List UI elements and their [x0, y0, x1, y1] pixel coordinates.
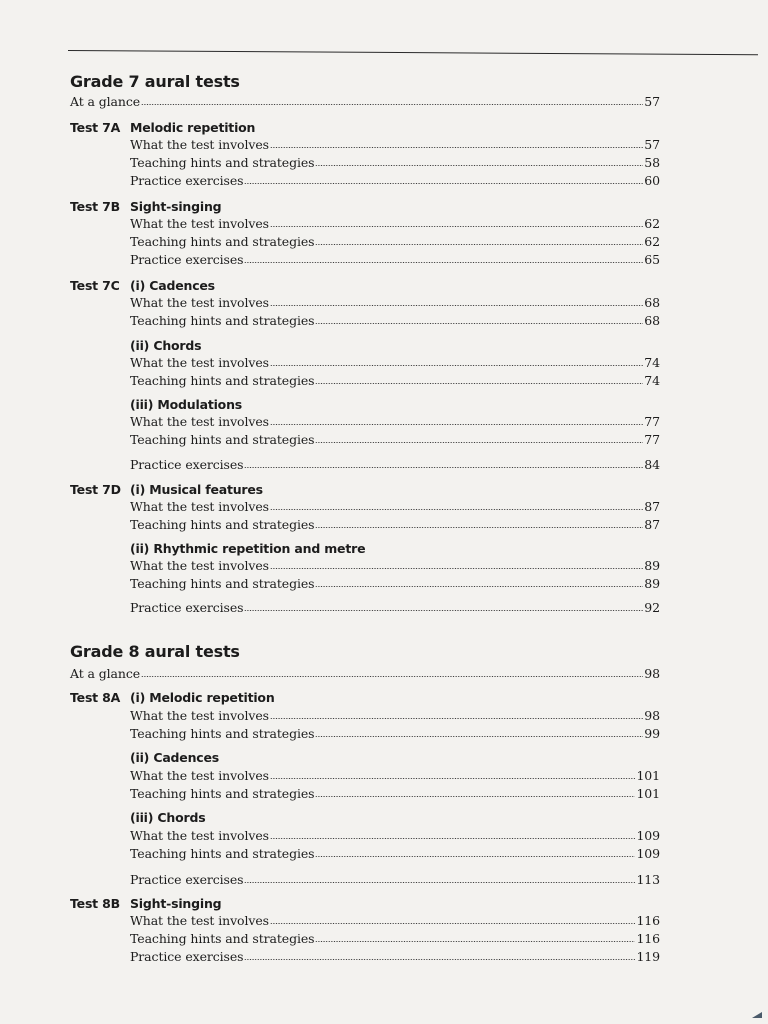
- toc-entry-glance: At a glance 98: [70, 666, 660, 681]
- toc-entry: What the test involves 101: [130, 768, 660, 783]
- toc-entry: Teaching hints and strategies 58: [130, 155, 660, 170]
- table-of-contents: [70, 0, 660, 1024]
- toc-entry: Practice exercises 65: [130, 252, 660, 267]
- toc-entry: What the test involves 89: [130, 558, 660, 573]
- toc-entry: Teaching hints and strategies 62: [130, 234, 660, 249]
- toc-entry: Practice exercises 113: [130, 872, 660, 887]
- test-subtitle: (i) Musical features: [130, 482, 263, 497]
- test-subtitle: (i) Melodic repetition: [130, 690, 275, 705]
- toc-entry: Teaching hints and strategies 87: [130, 517, 660, 532]
- test-label-7d: Test 7D: [70, 482, 121, 497]
- test-label-7b: Test 7B: [70, 199, 120, 214]
- toc-entry: Teaching hints and strategies 99: [130, 726, 660, 741]
- section-heading-grade-7: Grade 7 aural tests: [70, 72, 240, 91]
- test-title: Melodic repetition: [130, 120, 256, 135]
- toc-entry: What the test involves 87: [130, 499, 660, 514]
- toc-entry: What the test involves 62: [130, 216, 660, 231]
- toc-entry: What the test involves 74: [130, 355, 660, 370]
- toc-entry: Teaching hints and strategies 74: [130, 373, 660, 388]
- test-title: Sight-singing: [130, 199, 222, 214]
- toc-entry: What the test involves 116: [130, 913, 660, 928]
- test-subtitle: (iii) Chords: [130, 810, 206, 825]
- toc-entry: Practice exercises 60: [130, 173, 660, 188]
- toc-entry: What the test involves 57: [130, 137, 660, 152]
- toc-entry: Teaching hints and strategies 101: [130, 786, 660, 801]
- toc-entry: What the test involves 109: [130, 828, 660, 843]
- test-subtitle: (i) Cadences: [130, 278, 215, 293]
- test-label-8b: Test 8B: [70, 896, 120, 911]
- toc-entry: Practice exercises 92: [130, 600, 660, 615]
- section-heading-grade-8: Grade 8 aural tests: [70, 642, 240, 661]
- toc-entry-glance: At a glance 57: [70, 94, 660, 109]
- toc-entry: Teaching hints and strategies 89: [130, 576, 660, 591]
- corner-mark: [752, 1012, 762, 1018]
- toc-entry: Teaching hints and strategies 116: [130, 931, 660, 946]
- toc-entry: Teaching hints and strategies 68: [130, 313, 660, 328]
- test-label-7c: Test 7C: [70, 278, 120, 293]
- test-title: Sight-singing: [130, 896, 222, 911]
- toc-entry: What the test involves 68: [130, 295, 660, 310]
- test-subtitle: (ii) Rhythmic repetition and metre: [130, 541, 366, 556]
- toc-entry: Teaching hints and strategies 109: [130, 846, 660, 861]
- toc-entry: Practice exercises 119: [130, 949, 660, 964]
- toc-entry: What the test involves 98: [130, 708, 660, 723]
- test-subtitle: (ii) Chords: [130, 338, 202, 353]
- test-label-7a: Test 7A: [70, 120, 121, 135]
- test-subtitle: (iii) Modulations: [130, 397, 243, 412]
- test-subtitle: (ii) Cadences: [130, 750, 220, 765]
- toc-entry: Teaching hints and strategies 77: [130, 432, 660, 447]
- toc-entry: Practice exercises 84: [130, 457, 660, 472]
- test-label-8a: Test 8A: [70, 690, 121, 705]
- toc-entry: What the test involves 77: [130, 414, 660, 429]
